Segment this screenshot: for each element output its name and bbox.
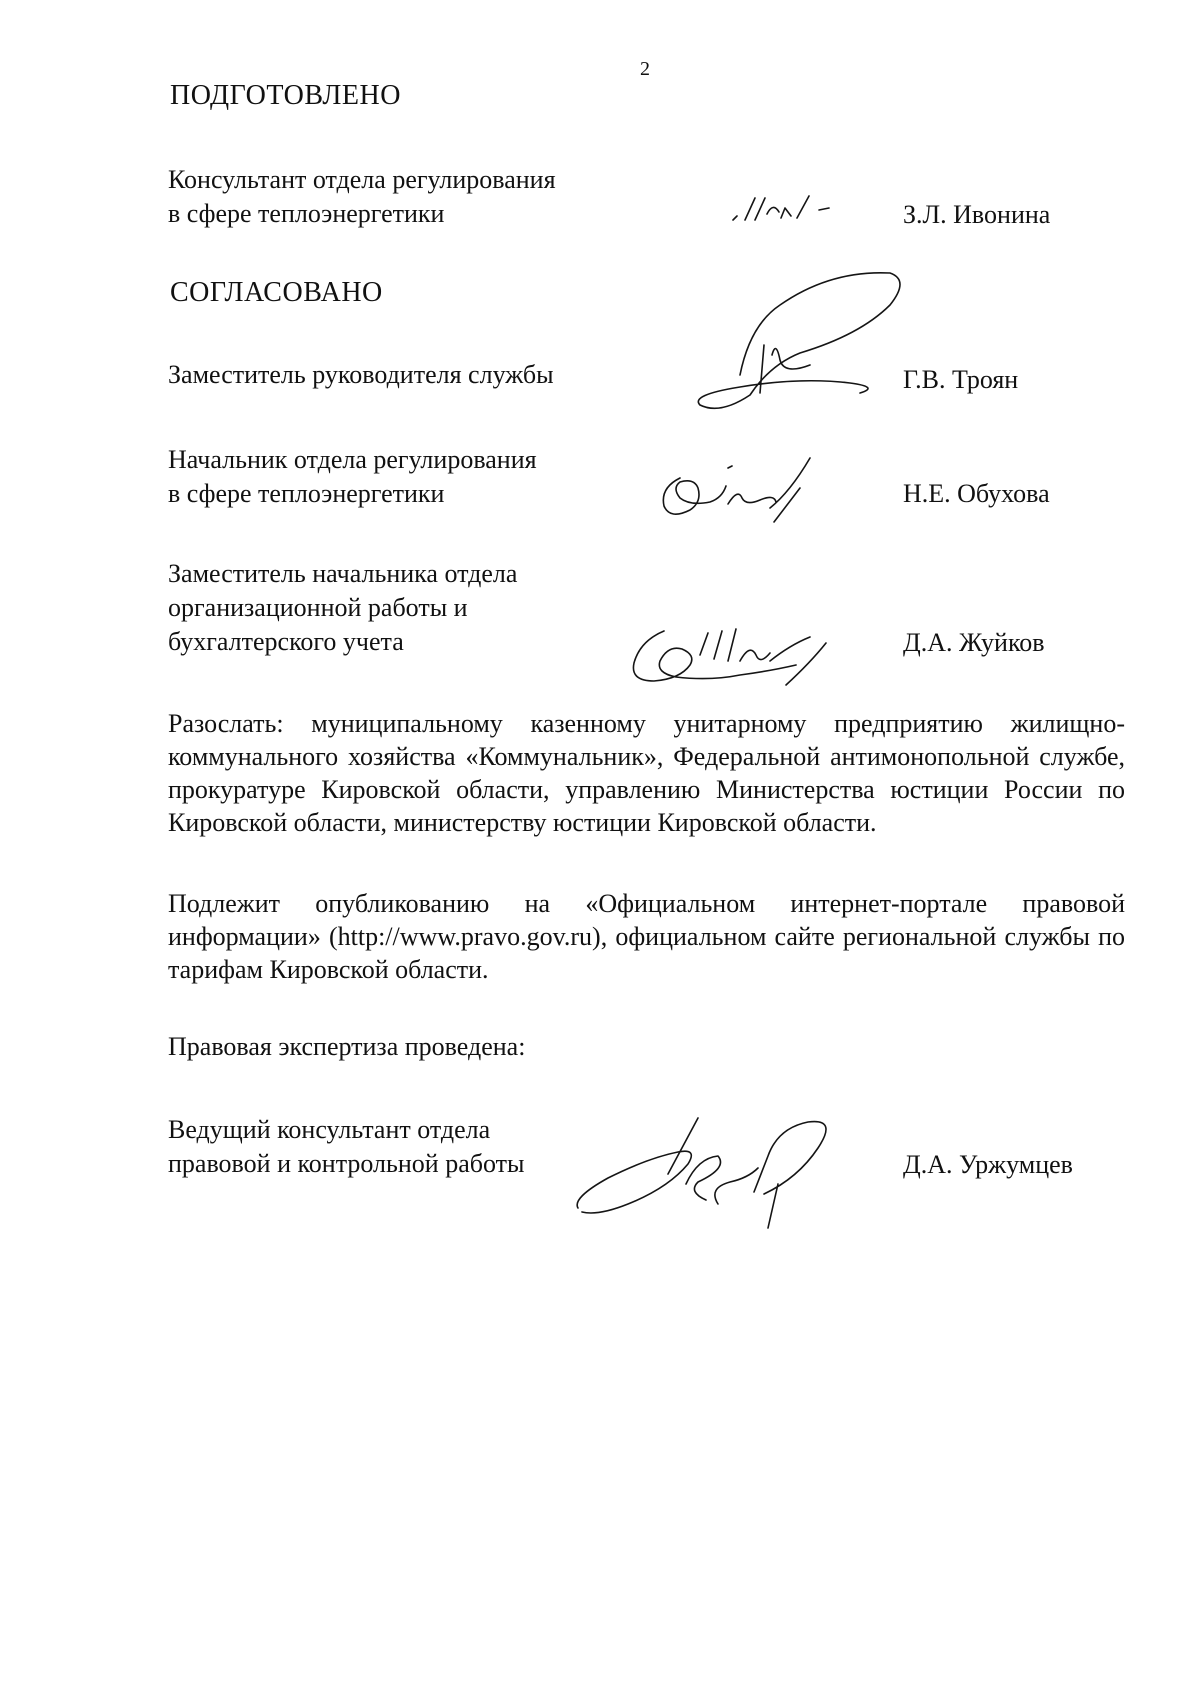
role-line: Заместитель руководителя службы	[168, 360, 554, 389]
role-line: в сфере теплоэнергетики	[168, 199, 445, 228]
signature-urzhumtsev	[568, 1108, 853, 1233]
role-line: Заместитель начальника отдела	[168, 559, 518, 588]
signatory-name-urzhumtsev: Д.А. Уржумцев	[903, 1150, 1073, 1179]
role-line: Ведущий консультант отдела	[168, 1115, 491, 1144]
signatory-name-obukhova: Н.Е. Обухова	[903, 479, 1050, 508]
signature-troyan	[680, 265, 910, 430]
signatory-role-troyan	[168, 358, 554, 392]
signatory-name-troyan: Г.В. Троян	[903, 365, 1019, 394]
approved-heading: СОГЛАСОВАНО	[170, 277, 383, 308]
signature-zhuikov	[620, 615, 850, 695]
signature-obukhova	[650, 448, 825, 528]
publication-paragraph: Подлежит опубликованию на «Официальном интернет-портале правовой информации» (http://www.pravo.gov.ru), официальном сайте региональной службы по тарифам Кировской области.	[168, 889, 1125, 984]
distribution-paragraph: Разослать: муниципальному казенному унитарному предприятию жилищно-коммунального хозяйства «Коммунальник», Федеральной антимонопольной службе, прокуратуре Кировской области, управлению Министерства юстиции России по Кировской области, министерству юстиции Кировской области.	[168, 709, 1125, 837]
role-line: Начальник отдела регулирования	[168, 445, 537, 474]
signatory-name-zhuikov: Д.А. Жуйков	[903, 628, 1045, 657]
page-number: 2	[640, 58, 650, 80]
legal-review-heading: Правовая экспертиза проведена:	[168, 1032, 526, 1061]
signature-ivonina	[725, 188, 875, 238]
signatory-role-zhuikov	[168, 557, 517, 659]
role-line: правовой и контрольной работы	[168, 1149, 525, 1178]
prepared-heading: ПОДГОТОВЛЕНО	[170, 80, 401, 111]
role-line: Консультант отдела регулирования	[168, 165, 556, 194]
role-line: в сфере теплоэнергетики	[168, 479, 445, 508]
signatory-role-obukhova	[168, 443, 537, 511]
role-line: бухгалтерского учета	[168, 627, 404, 656]
signatory-role-urzhumtsev	[168, 1113, 524, 1181]
signatory-role-ivonina	[168, 163, 556, 231]
signatory-name-ivonina: З.Л. Ивонина	[903, 200, 1051, 229]
role-line: организационной работы и	[168, 593, 468, 622]
